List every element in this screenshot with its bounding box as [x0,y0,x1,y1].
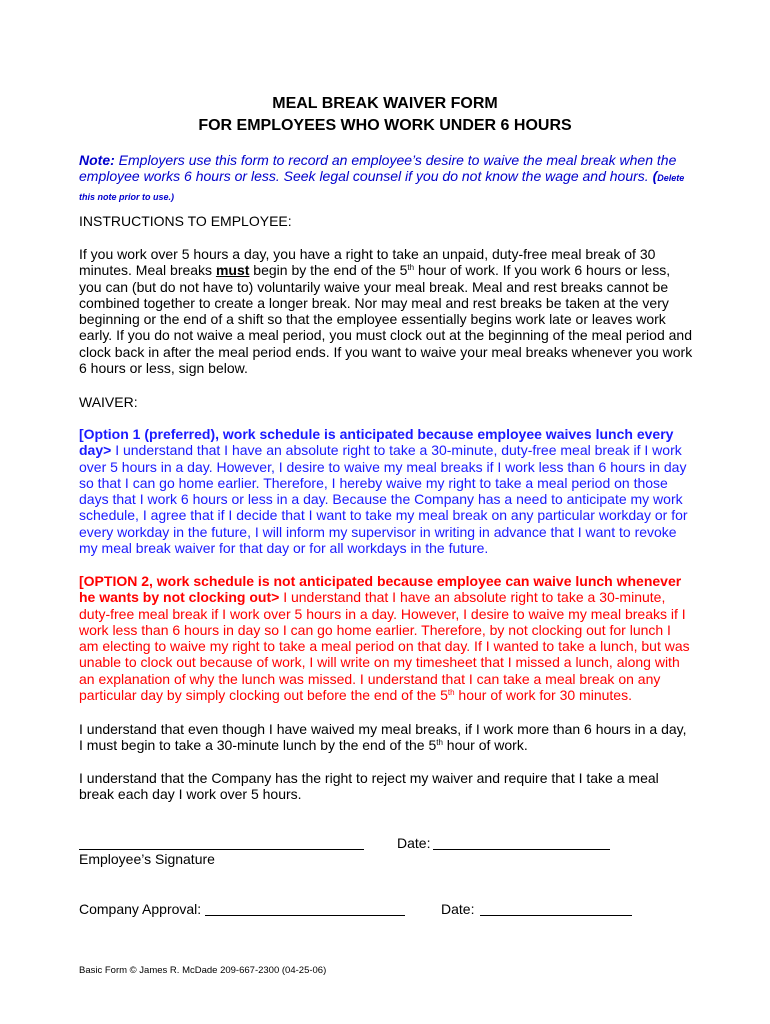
understanding-1-text-b: hour of work. [442,737,528,754]
employee-signature-label: Employee’s Signature [79,851,215,867]
instructions-heading: INSTRUCTIONS TO EMPLOYEE: [79,213,292,229]
instructions-text-2: begin by the end of the 5 [249,262,408,279]
note-paren: ( [652,168,658,185]
instructions-sup: th [407,263,415,273]
option-2-text: I understand that I have an absolute right to take a 30-minute, duty-free meal break if I work over 5 hours in a day. However, I desire to waive my meal breaks if I work less than 6 hours in day so I can go home earlier. Therefore, by not clocking out for lunch I am electing to waive my right to take a meal period on that day. If I wanted to take a lunch, but was unable to clock out because of work, I will write on my timesheet that I missed a lunch, along with an explanation of why the lunch was missed. I understand that I can take a meal break on any particular day by simply clocking out before the end of the 5 [79,589,690,704]
form-subtitle: FOR EMPLOYEES WHO WORK UNDER 6 HOURS [198,117,572,134]
company-approval-line[interactable] [205,915,405,916]
instructions-paragraph [79,246,694,376]
instructions-text-3: hour of work. If you work 6 hours or less, you can (but do not have to) voluntarily waive your meal break. Meal and rest breaks cannot be combined together to create a longer break. Nor may meal and rest breaks be taken at the very beginning or the end of a shift so that the employee essentially begins work late or leaves work early. If you do not waive a meal period, you must clock out at the beginning of the meal period and clock back in after the meal period ends. If you want to waive your meal breaks whenever you work 6 hours or less, sign below. [79,262,693,377]
form-title: MEAL BREAK WAIVER FORM [272,95,498,112]
note-delete-instruction: Delete this note prior to use.) [79,173,685,202]
option-2-end: hour of work for 30 minutes. [454,687,632,704]
understanding-paragraph-1 [79,721,694,754]
date-label: Date: [397,835,431,851]
date-2-line[interactable] [480,915,632,916]
date-line[interactable] [433,849,610,850]
understanding-1-text-a: I understand that even though I have waived my meal breaks, if I work more than 6 hours in a day, I must begin to take a 30-minute lunch by the end of the 5 [79,721,687,754]
waiver-option-2 [79,573,694,703]
company-approval-label: Company Approval: [79,901,202,917]
understanding-paragraph-2: I understand that the Company has the right to reject my waiver and require that I take a meal break each day I work over 5 hours. [79,770,659,803]
option-1-text: I understand that I have an absolute right to take a 30-minute, duty-free meal break if I work over 5 hours in a day. However, I desire to waive my meal breaks if I work less than 6 hours in day so that I can go home earlier. Therefore, I hereby waive my right to take a meal period on those days that I work 6 hours or less in a day. Because the Company has a need to anticipate my work schedule, I agree that if I decide that I want to take my meal break on any particular workday or for every workday in the future, I will inform my supervisor in writing in advance that I want to revoke my meal break waiver for that day or for all workdays in the future. [79,442,688,557]
instructions-must: must [215,262,250,279]
option-1-heading: [Option 1 (preferred), work schedule is anticipated because employee waives lunch every day> [79,426,674,459]
note-label: Note: [79,152,115,168]
option-2-sup: th [447,688,455,698]
understanding-1-sup: th [436,738,443,748]
employer-note [79,152,694,205]
date-2-label: Date: [441,901,475,917]
instructions-text-1: If you work over 5 hours a day, you have a right to take an unpaid, duty-free meal break of 30 minutes. Meal breaks [79,246,656,279]
note-text: Employers use this form to record an employee’s desire to waive the meal break when the employee works 6 hours or less. Seek legal counsel if you do not know the wage and hours. [79,152,677,185]
option-2-heading: [OPTION 2, work schedule is not anticipated because employee can waive lunch whenever he wants by not clocking out> [79,573,682,606]
employee-signature-line[interactable] [79,849,364,850]
footer-copyright: Basic Form © James R. McDade 209-667-2300 (04-25-06) [79,965,327,976]
waiver-heading: WAIVER: [79,394,138,410]
waiver-option-1 [79,426,694,556]
